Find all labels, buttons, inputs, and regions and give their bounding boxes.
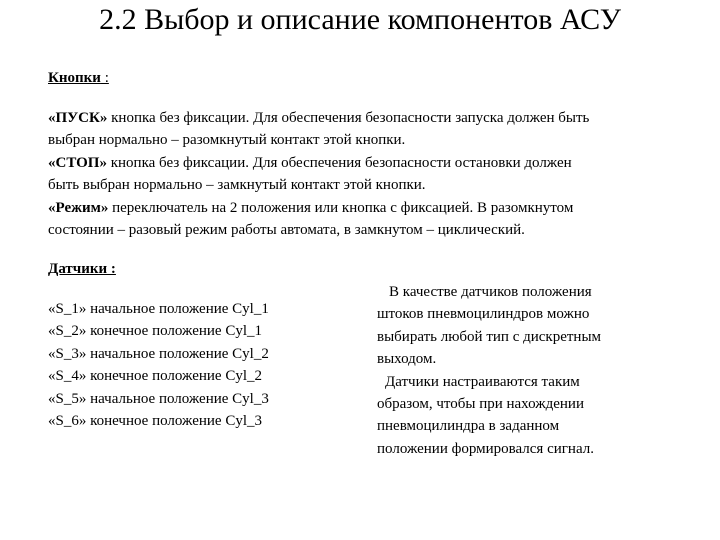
- sensor-item: «S_3» начальное положение Cyl_2: [48, 345, 269, 362]
- note-line: выходом.: [377, 351, 437, 368]
- note-line: выбирать любой тип с дискретным: [377, 328, 602, 345]
- buttons-line: быть выбран нормально – замкнутый контакт этой кнопки.: [48, 177, 426, 194]
- sensor-item: «S_1» начальное положение Cyl_1: [48, 301, 269, 317]
- sensor-item: «S_4» конечное положение Cyl_2: [48, 368, 262, 385]
- sensor-list: [48, 298, 269, 432]
- sensor-item: «S_2» конечное положение Cyl_1: [48, 323, 262, 340]
- note-line: положении формировался сигнал.: [377, 440, 594, 457]
- buttons-line: состоянии – разовый режим работы автомата, в замкнутом – циклический.: [48, 222, 525, 239]
- note-line: штоков пневмоцилиндров можно: [377, 306, 590, 323]
- buttons-line: «Режим» переключатель на 2 положения или кнопка с фиксацией. В разомкнутом: [48, 199, 574, 216]
- button-name-mode: «Режим»: [48, 199, 109, 216]
- sensors-heading: Датчики :: [48, 261, 116, 277]
- page-title: 2.2 Выбор и описание компонентов АСУ: [99, 3, 621, 36]
- buttons-description: [48, 107, 712, 241]
- note-line: Датчики настраиваются таким: [385, 373, 580, 390]
- buttons-heading-suffix: :: [100, 70, 109, 86]
- sensor-item: «S_6» конечное положение Cyl_3: [48, 413, 262, 430]
- note-line: В качестве датчиков положения: [389, 284, 592, 300]
- buttons-heading-label: Кнопки: [48, 70, 101, 86]
- button-name-start: «ПУСК»: [48, 110, 108, 126]
- sensor-note: [377, 281, 697, 460]
- buttons-heading: [48, 68, 109, 88]
- buttons-line: выбран нормально – разомкнутый контакт этой кнопки.: [48, 132, 406, 149]
- note-line: образом, чтобы при нахождении: [377, 396, 584, 413]
- button-name-stop: «СТОП»: [48, 154, 107, 171]
- sensor-item: «S_5» начальное положение Cyl_3: [48, 390, 269, 407]
- buttons-line: «СТОП» кнопка без фиксации. Для обеспечения безопасности остановки должен: [48, 154, 572, 171]
- buttons-line: «ПУСК» кнопка без фиксации. Для обеспечения безопасности запуска должен быть: [48, 110, 590, 126]
- note-line: пневмоцилиндра в заданном: [377, 418, 560, 435]
